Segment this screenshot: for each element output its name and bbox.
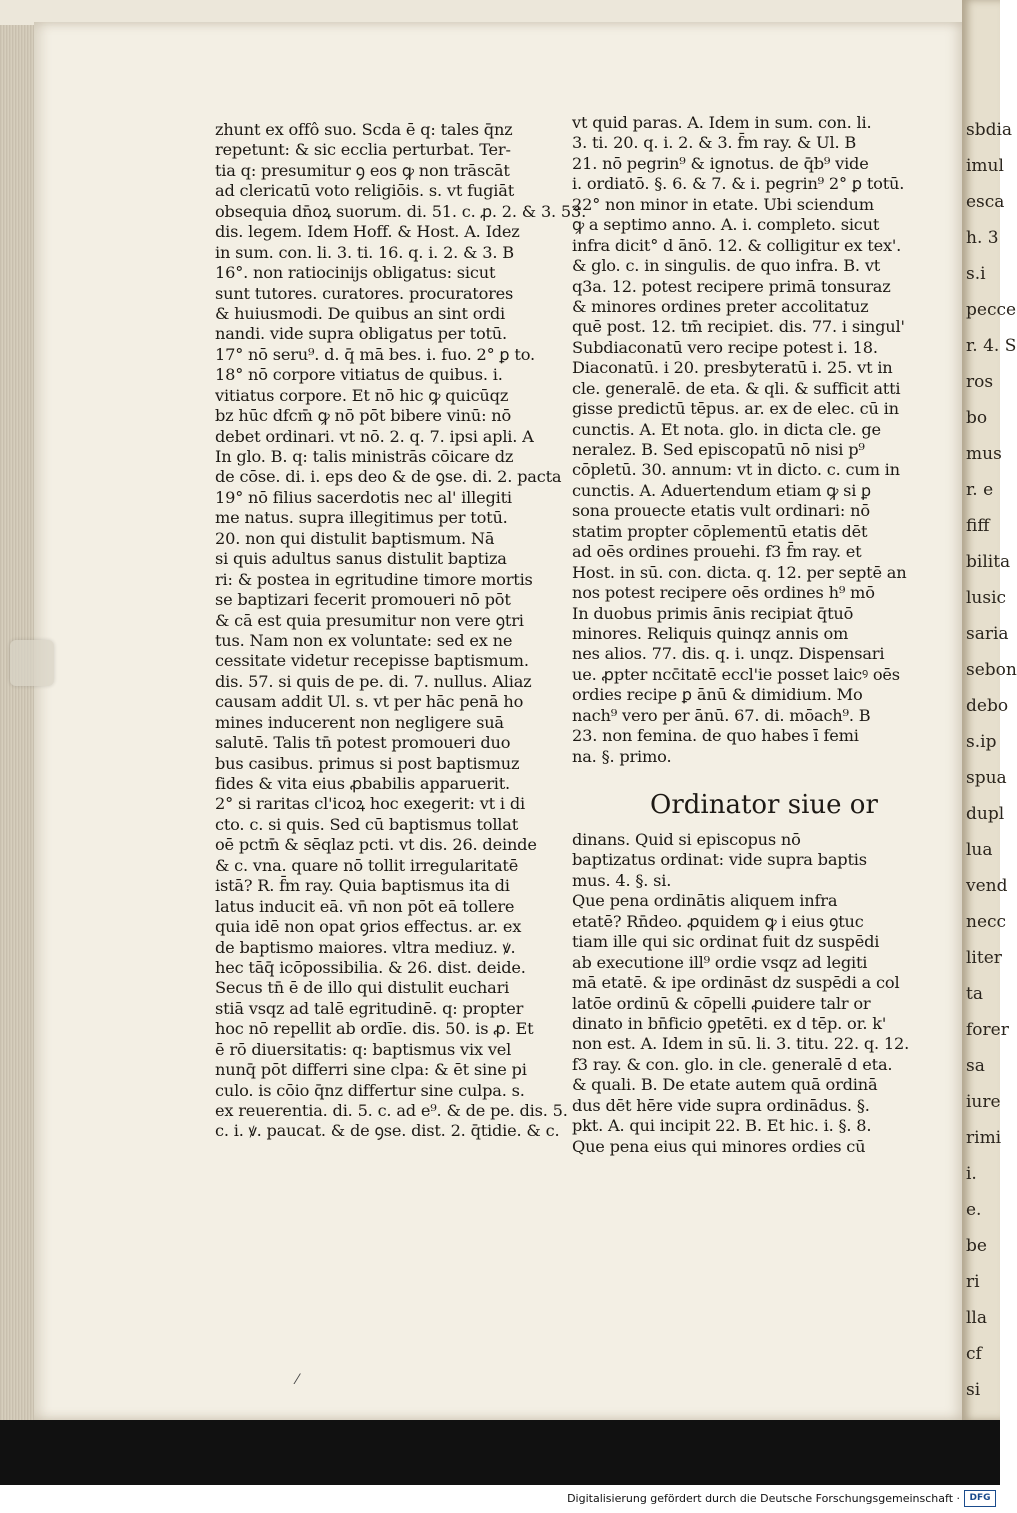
edge-text-fragment: e. — [966, 1200, 982, 1220]
text-line: na. §. primo. — [572, 746, 672, 766]
edge-text-fragment: s.ip — [966, 732, 997, 752]
page-tab-marker — [10, 640, 54, 686]
edge-text-fragment: dupl — [966, 804, 1005, 824]
text-line: si quis adultus sanus distulit baptiza — [215, 549, 507, 569]
text-line: dis. 57. si quis de pe. di. 7. nullus. Aliaz — [215, 671, 532, 691]
text-line: non est. A. Idem in sū. li. 3. titu. 22. q. 12. — [572, 1034, 910, 1054]
section-heading: Ordinator siue or — [650, 790, 878, 820]
text-line: Que pena ordinātis aliquem infra — [572, 891, 838, 911]
text-line: obsequia dn̄oꝝ suorum. di. 51. c. ꝓ. 2. & 3. 53. — [215, 201, 587, 221]
text-line: Diaconatū. i 20. presbyteratū i. 25. vt in — [572, 358, 893, 378]
text-line: Subdiaconatū vero recipe potest i. 18. — [572, 337, 878, 357]
text-line: hoc nō repellit ab ordīe. dis. 50. is ꝓ. Et — [215, 1019, 534, 1039]
edge-text-fragment: saria — [966, 624, 1009, 644]
text-line: fides & vita eius ꝓbabilis apparuerit. — [215, 774, 511, 793]
text-line: In glo. B. q: talis ministrās cōicare dz — [215, 447, 514, 466]
text-line: cessitate videtur recepisse baptismum. — [215, 651, 529, 671]
text-line: baptizatus ordinat: vide supra baptis — [572, 850, 867, 870]
edge-text-fragment: sa — [966, 1056, 985, 1076]
text-line: sona prouecte etatis vult ordinari: nō — [572, 501, 870, 521]
right-text-column-bottom — [572, 830, 912, 1157]
text-line: 21. nō pegrin⁹ & ignotus. de q̄b⁹ vide — [572, 153, 869, 173]
edge-text-fragment: mus — [966, 444, 1002, 464]
text-line: istā? R. f̄m ray. Quia baptismus ita di — [215, 876, 510, 896]
text-line: de baptismo maiores. vltra mediuz. ꝟ. — [215, 937, 516, 957]
text-line: se baptizari fecerit promoueri nō pōt — [215, 590, 511, 610]
text-line: cunctis. A. Aduertendum etiam ꝙ si ꝑ — [572, 480, 871, 500]
text-line: ꝙ a septimo anno. A. i. completo. sicut — [572, 215, 880, 235]
text-line: mus. 4. §. si. — [572, 870, 672, 890]
text-line: 18° nō corpore vitiatus de quibus. i. — [215, 365, 503, 385]
text-line: ad clericatū voto religiōis. s. vt fugiāt — [215, 181, 515, 201]
edge-text-fragment: sbdia — [966, 120, 1013, 140]
text-line: latus inducit eā. vn̄ non pōt eā tollere — [215, 896, 515, 916]
edge-text-fragment: ta — [966, 984, 983, 1004]
text-line: etatē? Rn̄deo. ꝓquidem ꝙ i eius ꝯtuc — [572, 911, 864, 931]
text-line: minores. Reliquis quinqz annis om — [572, 623, 849, 643]
text-line: statim propter cōplementū etatis dēt — [572, 521, 868, 541]
text-line: nandi. vide supra obligatus per totū. — [215, 324, 507, 344]
text-line: culo. is cōio q̄nz differtur sine culpa. s. — [215, 1080, 525, 1100]
text-line: f3 ray. & con. glo. in cle. generalē d eta. — [572, 1054, 893, 1074]
edge-text-fragment: r. e — [966, 480, 994, 500]
text-line: ue. ꝓpter ncc̄itatē eccl'ie posset laicꝰ oēs — [572, 664, 900, 684]
text-line: bz hūc dfcm̄ ꝙ nō pōt bibere vinū: nō — [215, 406, 512, 426]
text-line: & glo. c. in singulis. de quo infra. B. vt — [572, 256, 881, 276]
text-line: nach⁹ vero per ānū. 67. di. mōach⁹. B — [572, 705, 871, 725]
right-text-column-top — [572, 113, 912, 767]
text-line: quia idē non opat ꝯrios effectus. ar. ex — [215, 917, 522, 937]
text-line: dinans. Quid si episcopus nō — [572, 830, 801, 849]
page-stack-edge — [0, 25, 34, 1420]
text-line: q3a. 12. potest recipere primā tonsuraz — [572, 276, 891, 296]
text-line: me natus. supra illegitimus per totū. — [215, 508, 508, 528]
text-line: dinato in bn̄ficio ꝯpetēti. ex d tēp. or. k' — [572, 1013, 887, 1033]
text-line: Que pena eius qui minores ordies cū — [572, 1136, 866, 1156]
text-line: nunq̄ pōt differri sine clpa: & ēt sine pi — [215, 1060, 527, 1080]
edge-text-fragment: imul — [966, 156, 1004, 176]
footer-credit: Digitalisierung gefördert durch die Deutsche Forschungsgemeinschaft · — [567, 1492, 960, 1505]
edge-text-fragment: spua — [966, 768, 1007, 788]
text-line: 16°. non ratiocinijs obligatus: sicut — [215, 263, 496, 283]
text-line: latōe ordinū & cōpelli ꝓuidere talr or — [572, 993, 871, 1013]
text-line: mā etatē. & ipe ordināst dz suspēdi a col — [572, 973, 900, 993]
text-line: 3. ti. 20. q. i. 2. & 3. f̄m ray. & Ul. B — [572, 133, 857, 153]
text-line: & c. vna. quare nō tollit irregularitatē — [215, 855, 519, 875]
text-line: vt quid paras. A. Idem in sum. con. li. — [572, 113, 872, 132]
text-line: salutē. Talis tn̄ potest promoueri duo — [215, 733, 511, 753]
text-line: 19° nō filius sacerdotis nec al' illegiti — [215, 487, 512, 507]
text-line: ē rō diuersitatis: q: baptismus vix vel — [215, 1039, 512, 1059]
left-text-column — [215, 120, 587, 1142]
edge-text-fragment: pecce — [966, 300, 1017, 320]
edge-text-fragment: lua — [966, 840, 993, 860]
text-line: Secus tn̄ ē de illo qui distulit euchari — [215, 978, 510, 998]
edge-text-fragment: bilita — [966, 552, 1011, 572]
text-line: repetunt: & sic ecclia perturbat. Ter- — [215, 140, 511, 160]
text-line: 23. non femina. de quo habes ī femi — [572, 726, 859, 746]
text-line: c. i. ꝟ. paucat. & de ꝯse. dist. 2. q̄tidie. & c. — [215, 1121, 560, 1141]
edge-text-fragment: h. 3 — [966, 228, 999, 248]
text-line: & quali. B. De etate autem quā ordinā — [572, 1075, 878, 1095]
text-line: mines inducerent non negligere suā — [215, 712, 504, 732]
edge-text-fragment: lusic — [966, 588, 1007, 608]
text-line: causam addit Ul. s. vt per hāc penā ho — [215, 692, 524, 712]
text-line: ab executione ill⁹ ordie vsqz ad legiti — [572, 952, 868, 972]
edge-text-fragment: cf — [966, 1344, 982, 1364]
text-line: & cā est quia presumitur non vere ꝯtri — [215, 610, 524, 630]
scanner-bed-background — [0, 1420, 1000, 1485]
text-line: ordies recipe ꝑ ānū & dimidium. Mo — [572, 685, 863, 705]
text-line: cle. generalē. de eta. & qli. & sufficit atti — [572, 378, 901, 398]
text-line: 22° non minor in etate. Ubi sciendum — [572, 194, 874, 214]
text-line: oē pctm̄ & sēqlaz pcti. vt dis. 26. deinde — [215, 835, 537, 855]
edge-text-fragment: r. 4. S — [966, 336, 1017, 356]
edge-text-fragment: fiff — [966, 516, 990, 536]
edge-text-fragment: debo — [966, 696, 1009, 716]
edge-text-fragment: forer — [966, 1020, 1009, 1040]
text-line: cōpletū. 30. annum: vt in dicto. c. cum in — [572, 460, 900, 480]
dfg-logo: DFG — [964, 1490, 996, 1507]
text-line: hec tāq̄ icōpossibilia. & 26. dist. deide. — [215, 957, 526, 977]
text-line: quē post. 12. tm̄ recipiet. dis. 77. i singul' — [572, 317, 905, 337]
text-line: infra dicit° d ānō. 12. & colligitur ex tex'. — [572, 235, 902, 255]
text-line: debet ordinari. vt nō. 2. q. 7. ipsi apli. A — [215, 426, 534, 446]
text-line: cunctis. A. Et nota. glo. in dicta cle. ge — [572, 419, 881, 439]
facing-page-edge — [962, 0, 1017, 1420]
edge-text-fragment: rimi — [966, 1128, 1002, 1148]
text-line: ri: & postea in egritudine timore mortis — [215, 569, 533, 589]
text-line: ex reuerentia. di. 5. c. ad e⁹. & de pe. dis. 5. — [215, 1101, 568, 1120]
text-line: 17° nō seru⁹. d. q̄ mā bes. i. fuo. 2° ꝑ to. — [215, 344, 535, 364]
text-line: cto. c. si quis. Sed cū baptismus tollat — [215, 814, 519, 834]
pen-mark: ⁄ — [296, 1372, 299, 1388]
text-line: i. ordiatō. §. 6. & 7. & i. pegrin⁹ 2° ꝑ totū. — [572, 174, 905, 194]
edge-text-fragment: iure — [966, 1092, 1001, 1112]
text-line: nes alios. 77. dis. q. i. unqz. Dispensari — [572, 644, 885, 664]
text-line: dus dēt hēre vide supra ordinādus. §. — [572, 1095, 870, 1115]
text-line: stiā vsqz ad talē egritudinē. q: propter — [215, 998, 524, 1018]
edge-text-fragment: esca — [966, 192, 1005, 212]
edge-text-fragment: si — [966, 1380, 981, 1400]
text-line: de cōse. di. i. eps deo & de ꝯse. di. 2. pacta — [215, 467, 562, 487]
edge-text-fragment: liter — [966, 948, 1002, 968]
edge-text-fragment: necc — [966, 912, 1007, 932]
text-line: neralez. B. Sed episcopatū nō nisi p⁹ — [572, 440, 865, 459]
edge-text-fragment: ros — [966, 372, 994, 392]
text-line: tia q: presumitur ꝯ eos ꝙ non trāscāt — [215, 160, 510, 180]
edge-text-fragment: lla — [966, 1308, 988, 1328]
text-line: sunt tutores. curatores. procuratores — [215, 283, 514, 303]
text-line: Host. in sū. con. dicta. q. 12. per septē an — [572, 562, 907, 582]
edge-text-fragment: sebon — [966, 660, 1017, 680]
edge-text-fragment: ri — [966, 1272, 980, 1292]
text-line: bus casibus. primus si post baptismuz — [215, 753, 520, 773]
text-line: ad oēs ordines prouehi. f3 f̄m ray. et — [572, 542, 862, 562]
text-line: tus. Nam non ex voluntate: sed ex ne — [215, 630, 513, 650]
text-line: pkt. A. qui incipit 22. B. Et hic. i. §. 8. — [572, 1116, 872, 1136]
edge-text-fragment: be — [966, 1236, 987, 1256]
text-line: 2° si raritas cl'icoꝝ hoc exegerit: vt i di — [215, 794, 525, 814]
text-line: vitiatus corpore. Et nō hic ꝙ quicūqz — [215, 385, 509, 405]
edge-text-fragment: bo — [966, 408, 988, 428]
text-line: 20. non qui distulit baptismum. Nā — [215, 528, 495, 548]
edge-text-fragment: s.i — [966, 264, 986, 284]
text-line: gisse predictū tēpus. ar. ex de elec. cū in — [572, 399, 899, 419]
edge-text-fragment: vend — [966, 876, 1008, 896]
text-line: dis. legem. Idem Hoff. & Host. A. Idez — [215, 222, 520, 242]
edge-text-fragment: i. — [966, 1164, 977, 1184]
text-line: in sum. con. li. 3. ti. 16. q. i. 2. & 3. B — [215, 242, 514, 262]
text-line: & minores ordines preter accolitatuz — [572, 296, 869, 316]
text-line: tiam ille qui sic ordinat fuit dz suspēdi — [572, 932, 880, 952]
text-line: & huiusmodi. De quibus an sint ordi — [215, 303, 505, 323]
text-line: zhunt ex offô suo. Scda ē q: tales q̄nz — [215, 120, 513, 139]
text-line: nos potest recipere oēs ordines h⁹ mō — [572, 583, 875, 603]
text-line: In duobus primis ānis recipiat q̄tuō — [572, 603, 854, 623]
